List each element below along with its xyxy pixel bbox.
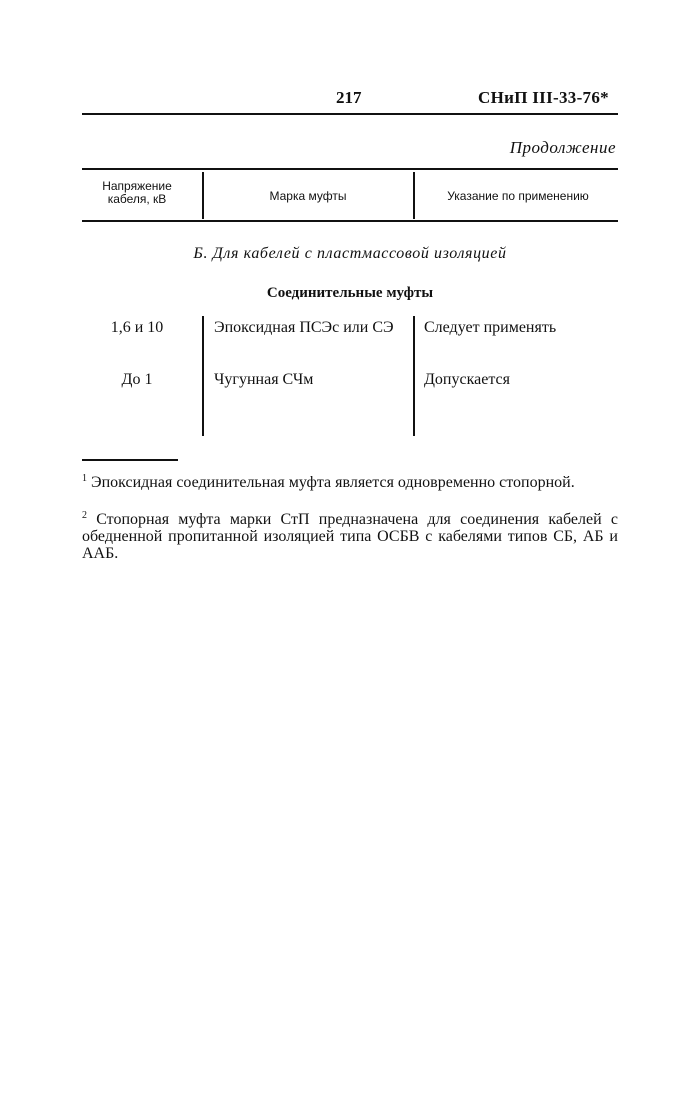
header-divider-1	[202, 172, 204, 219]
footnote-separator	[82, 459, 178, 461]
table-top-rule	[82, 168, 618, 170]
column-header-usage: Указание по применению	[447, 189, 589, 203]
table-row-1-usage: Следует применять	[424, 319, 557, 336]
footnote-1-marker: 1	[82, 473, 87, 484]
body-divider-1	[202, 316, 204, 436]
header-rule	[82, 113, 618, 115]
table-row-2-usage: Допускается	[424, 371, 510, 388]
table-header-rule	[82, 220, 618, 222]
table-row-1-mark: Эпоксидная ПСЭс или СЭ	[214, 319, 394, 336]
page-number: 217	[336, 88, 362, 107]
footnote-2-marker: 2	[82, 510, 87, 521]
column-header-voltage	[82, 180, 192, 206]
footnote-2-text: Стопорная муфта марки СтП предназначена для соединения кабелей с обедненной пропитанной изоляцией типа ОСБВ с кабелями типов СБ, АБ и ААБ.	[82, 511, 618, 562]
table-row-1-voltage: 1,6 и 10	[110, 319, 164, 336]
continuation-label: Продолжение	[509, 138, 616, 157]
footnote-2	[82, 511, 618, 562]
footnote-1	[82, 474, 618, 491]
column-header-voltage-line1: Напряжение	[102, 179, 172, 193]
subsection-title: Соединительные муфты	[266, 285, 434, 301]
footnote-1-text: Эпоксидная соединительная муфта является одновременно стопорной.	[91, 474, 575, 491]
column-header-voltage-line2: кабеля, кВ	[107, 192, 167, 206]
column-header-mark: Марка муфты	[269, 189, 347, 203]
body-divider-2	[413, 316, 415, 436]
header-divider-2	[413, 172, 415, 219]
section-title: Б. Для кабелей с пластмассовой изоляцией	[193, 245, 507, 262]
document-code: СНиП III-33-76*	[478, 88, 609, 107]
table-row-2-voltage: До 1	[121, 371, 153, 388]
table-row-2-mark: Чугунная СЧм	[214, 371, 314, 388]
